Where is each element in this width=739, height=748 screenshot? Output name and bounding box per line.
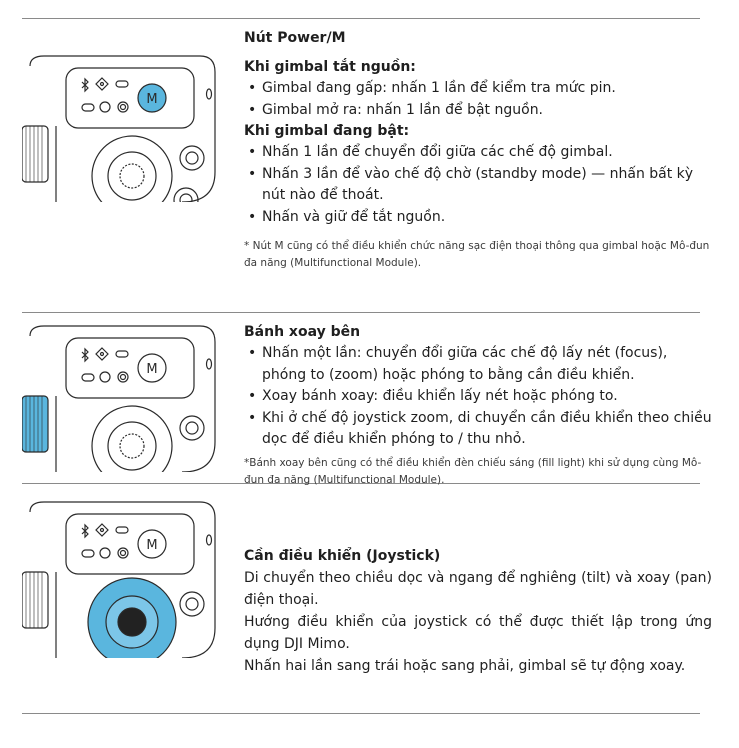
battery-indicator-icon (82, 374, 94, 381)
section-title-side-wheel: Bánh xoay bên (244, 324, 361, 340)
gimbal-power-m-illustration (22, 52, 217, 202)
off-list (244, 78, 712, 121)
section-title-joystick: Cần điều khiển (Joystick) (244, 548, 441, 564)
section-title-power-m: Nút Power/M (244, 30, 346, 46)
joystick (108, 422, 156, 470)
m-button-label: M (146, 92, 158, 107)
section-divider (22, 312, 700, 313)
section-divider (22, 713, 700, 714)
diamond-icon (96, 78, 108, 90)
list-item: • Khi ở chế độ joystick zoom, di chuyển cần điều khiển theo chiều dọc để điều khiển phóng to / thu nhỏ. (262, 408, 712, 451)
gimbal-side-wheel-illustration (22, 322, 217, 472)
gimbal-body-drawing (22, 52, 217, 202)
indicator-oval-icon (116, 81, 128, 87)
diamond-icon (96, 524, 108, 536)
list-item: • Gimbal đang gấp: nhấn 1 lần để kiểm tra mức pin. (262, 78, 712, 100)
side-wheel (22, 572, 48, 628)
list-item: • Gimbal mở ra: nhấn 1 lần để bật nguồn. (262, 100, 712, 122)
side-wheel-section (244, 322, 712, 489)
on-list (244, 142, 712, 228)
battery-indicator-icon (82, 104, 94, 111)
bluetooth-icon (82, 525, 88, 537)
battery-indicator-icon (82, 550, 94, 557)
list-item: • Nhấn và giữ để tắt nguồn. (262, 207, 712, 229)
joystick-paragraph: Hướng điều khiển của joystick có thể được thiết lập trong ứng dụng DJI Mimo. (244, 614, 712, 652)
indicator-ring-icon (100, 102, 110, 112)
side-wheel-list (244, 343, 712, 451)
gimbal-body-drawing (22, 322, 217, 472)
list-item: • Xoay bánh xoay: điều khiển lấy nét hoặc phóng to. (262, 386, 712, 408)
section-divider (22, 18, 700, 19)
side-wheel (22, 126, 48, 182)
power-m-section (244, 28, 712, 272)
m-button-label: M (146, 538, 158, 553)
joystick-knob (118, 608, 146, 636)
side-wheel-highlighted (22, 396, 48, 452)
on-heading: Khi gimbal đang bật: (244, 123, 410, 139)
footnote: * Nút M cũng có thể điều khiển chức năng sạc điện thoại thông qua gimbal hoặc Mô-đun đa năng (Multifunctional Module). (244, 240, 710, 269)
list-item: • Nhấn 3 lần để vào chế độ chờ (standby mode) — nhấn bất kỳ nút nào để thoát. (262, 164, 712, 207)
list-item: • Nhấn một lần: chuyển đổi giữa các chế độ lấy nét (focus), phóng to (zoom) hoặc phóng to bằng cần điều khiển. (262, 343, 712, 386)
joystick-section (244, 546, 712, 677)
gimbal-body-drawing (22, 498, 217, 658)
m-button-label: M (146, 362, 158, 377)
gimbal-joystick-illustration (22, 498, 217, 648)
joystick-paragraph: Nhấn hai lần sang trái hoặc sang phải, gimbal sẽ tự động xoay. (244, 658, 686, 674)
joystick-paragraph: Di chuyển theo chiều dọc và ngang để nghiêng (tilt) và xoay (pan) điện thoại. (244, 570, 712, 608)
list-item: • Nhấn 1 lần để chuyển đổi giữa các chế độ gimbal. (262, 142, 712, 164)
off-heading: Khi gimbal tắt nguồn: (244, 59, 416, 75)
bluetooth-icon (82, 349, 88, 361)
footnote: *Bánh xoay bên cũng có thể điều khiển đèn chiếu sáng (fill light) khi sử dụng cùng Mô-đun đa năng (Multifunctional Module). (244, 456, 702, 486)
bluetooth-icon (82, 79, 88, 91)
joystick (108, 152, 156, 200)
diamond-icon (96, 348, 108, 360)
